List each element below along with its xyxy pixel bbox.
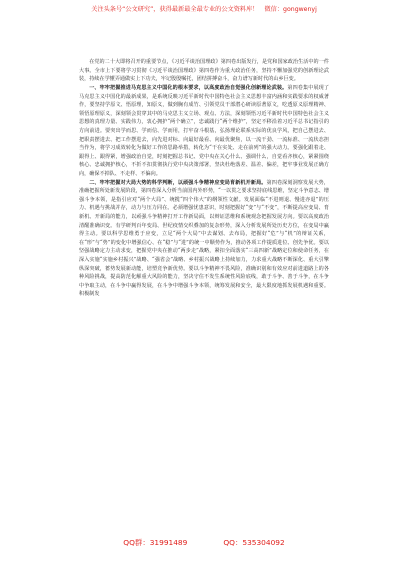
- header-banner: [0, 5, 408, 14]
- footer-qq: QQ：535304092: [223, 538, 285, 547]
- section-one-paragraph: [79, 84, 329, 179]
- section-one-body: 第四卷集中展现了马克思主义中国化的最新成果，是系统反映习近平新时代中国特色社会主义思想丰富内涵和实践要求的权威著作，要坚持学原文、悟原理，知原义，做到胸有成竹、引领党员干部潜心研读原著原文，吃透原义原理精神、领悟原理原义，深刻领会贯穿其中的马克思主义立场、观点、方法，深刻领悟习近平新时代中国特色社会主义思想的真理力量、实践伟力，衷心拥护“两个确立”，忠诚践行“两个维护”，坚定不移沿着习近平总书记指引的方向前进。要突出学而思、学而信、学而用，打牢奋斗根基，弘扬理论联系实际的优良学风，把自己摆进去、把职责摆进去、把工作摆进去，向先进对标、向最好最看、向最优聚焦，以一流干劲、一流标准、一流状态担当作为，将学习成效转化为做好工作的思路举措，转化为“干在实处、走在前列”的强大动力。要强化跟着走、跟得上、跟得紧，增强政治自觉，时刻把握总书记、党中央在关心什么、强调什么，自觉看齐核心，紧紧围绕核心、忠诚拥护核心，不折不扣贯彻执行党中央决策部署，坚决杜绝落差、温差、偏差，把牢事业发展正确方向，确保不掉队、不走样、不偏向。: [79, 84, 329, 177]
- document-body: [79, 58, 329, 299]
- section-two-heading: 二、牢牢把握对大局大势的科学判断，以顽强斗争精神应变局育新机开新局。: [89, 179, 267, 186]
- footer-contact: [0, 537, 408, 549]
- banner-wechat: 微信：gongwenyj: [264, 6, 317, 13]
- section-one-heading: 一、牢牢把握推进马克思主义中国化的根本要求，以高度政治自觉强化创新理论武装。: [89, 84, 288, 91]
- footer-qq-group: QQ群：31991489: [123, 538, 188, 547]
- intro-paragraph: 在党的二十大即将召开的重要节点，《习近平谈治国理政》第四卷出版发行，是党和国家政治生活中的一件大事。全市上下要将学习贯彻《习近平谈治国理政》第四卷作为重大政治任务，坚持不懈加强党的创新理论武装，持续在学懂弄通做实上下功夫，牢记殷殷嘱托，团结拼搏奋斗，奋力谱写新时代的山乡巨变。: [79, 59, 329, 83]
- banner-slogan: 关注头条号“公文研究”，获得最新最全最专业的公文资料库！: [91, 6, 259, 13]
- section-two-paragraph: [79, 179, 329, 299]
- section-two-body: 第四卷深刻洞察发展大势，准确把握所处新发展阶段，第四卷深入分析当前国内外形势，“一以贯之要求坚持底线思维，坚定斗争意志、增强斗争本领，是指引应对“两个大局”、统揽“四个伟大”的纲领性文献。发展面临“不进则退、慢进亦退”的压力、机遇与挑战并存，动力与压力同在。必须增强忧患意识，时刻把握好“变”与“不变”，不断提高应变局、育新机、开新局的能力，以顽强斗争精神打开工作新局面，以辩证思维和系统观念把握发展方向。要以高度政治清醒准确识变。有学研判百年变局、世纪疫情交织叠加的复杂形势，深入分析发展所处历史方位，在变局中赢得主动。要以科学思维勇于应变，立足“两个大局”中去谋划、去布局，把握好“危”与“机”的辩证关系，在“形”与“势”的变化中增强信心、在“稳”与“进”的统一中顺势作为，推动各项工作提质进位、创先争优。要以坚强战略定力主动求变，把握党中央在推动“两步走”战略，紧扣全面落实“三高四新”战略定位和使命任务，在深入实施“实施乡村振兴”战略、“强省会”战略、乡村振兴战略上持续加力，力求重大战略不断深化、重大引擎纵深突破，蓄势发展新动能，培塑竞争新优势。要以斗争精神不畏风险，准确识别和有效应对前进道路上的各种风险挑战，提高防范化解重大风险的能力，坚决守住不发生系统性风险底线，敢于斗争、善于斗争，在斗争中争取主动，在斗争中赢得发展，在斗争中增强斗争本领，统筹发展和安全，最大限度地抓发展机遇和重要。积极制发: [79, 179, 329, 298]
